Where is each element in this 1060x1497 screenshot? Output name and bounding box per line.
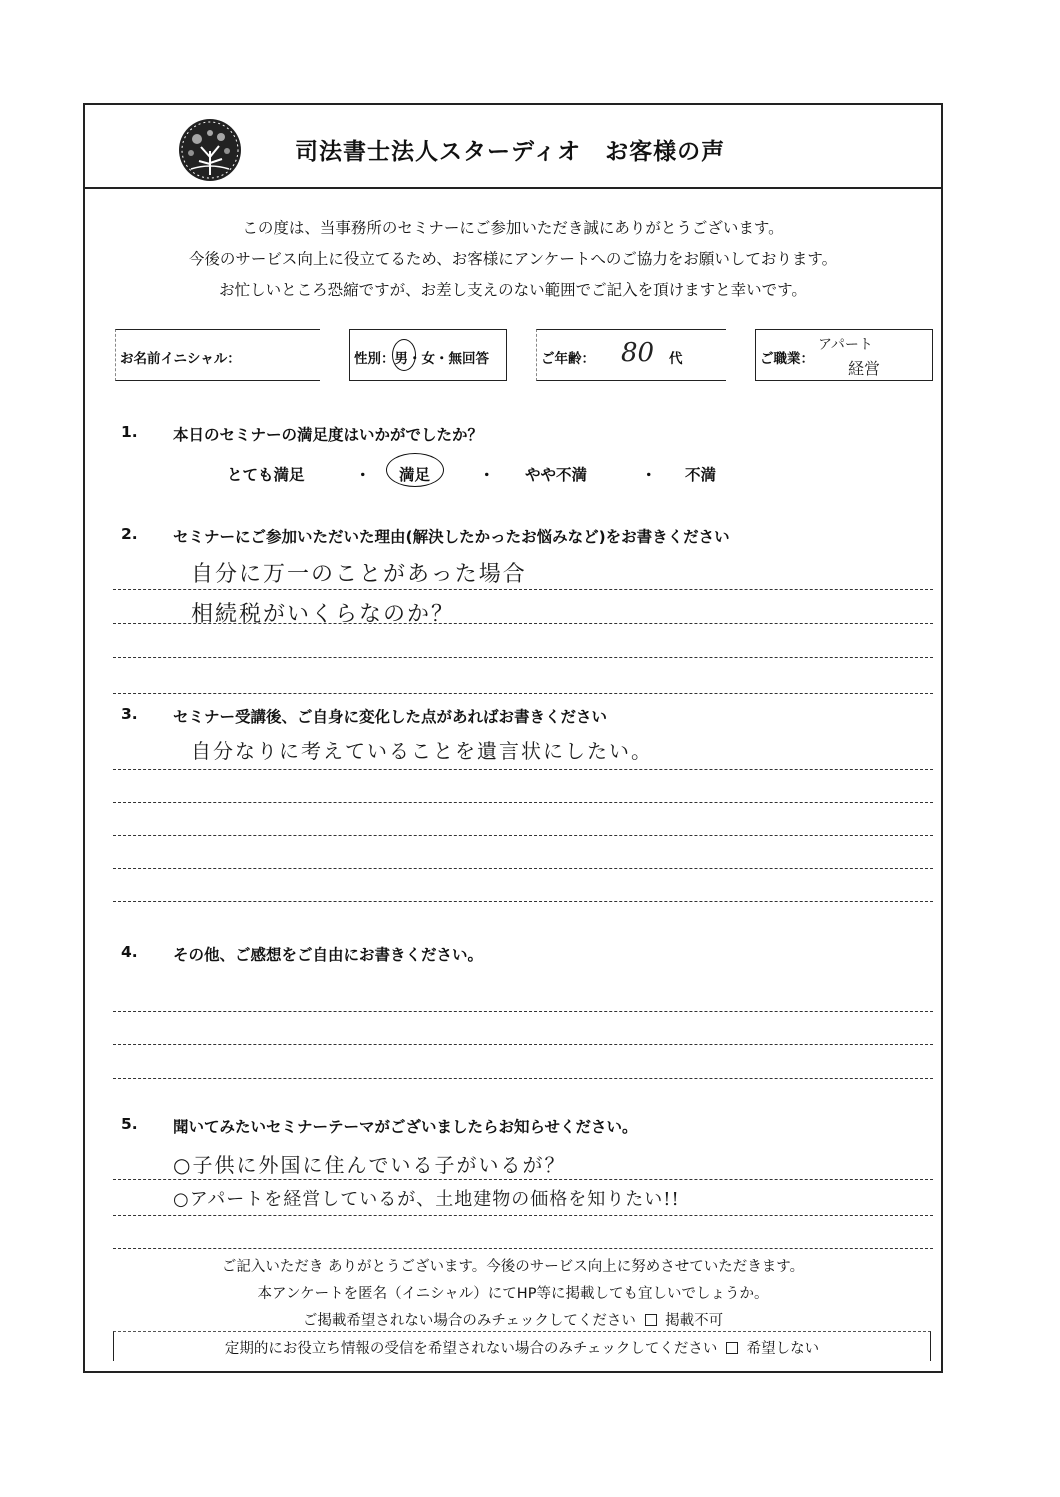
publish-option-label: 掲載不可	[665, 1313, 724, 1329]
newsletter-box	[113, 1331, 931, 1361]
writing-rule	[113, 1011, 933, 1012]
question-5-text: 聞いてみたいセミナーテーマがございましたらお知らせください。	[173, 1118, 638, 1136]
sex-field[interactable]	[349, 329, 507, 381]
writing-rule	[113, 1044, 933, 1045]
writing-rule	[113, 901, 933, 902]
job-value-line1: アパート	[818, 337, 873, 353]
option-satisfied[interactable]: 満足	[399, 466, 431, 484]
writing-rule	[113, 1078, 933, 1079]
option-dissatisfied[interactable]: 不満	[685, 466, 717, 484]
question-number: 5.	[121, 1115, 138, 1133]
footer-thanks: ご記入いただき ありがとうございます。今後のサービス向上に努めさせていただきます。	[221, 1259, 805, 1275]
intro-text	[85, 213, 941, 306]
question-number: 4.	[121, 943, 138, 961]
option-very-satisfied[interactable]: とても満足	[227, 466, 305, 484]
newsletter-check-text: 定期的にお役立ち情報の受信を希望されない場合のみチェックしてください	[224, 1341, 718, 1357]
newsletter-option-label: 希望しない	[746, 1341, 820, 1357]
writing-rule	[113, 1215, 933, 1216]
intro-line: お忙しいところ恐縮ですが、お差し支えのない範囲でご記入を頂けますと幸いです。	[219, 281, 807, 299]
newsletter-checkbox[interactable]	[726, 1342, 738, 1354]
question-number: 3.	[121, 705, 138, 723]
page-title: 司法書士法人スターディオ お客様の声	[295, 139, 726, 165]
job-label: ご職業：	[760, 351, 814, 367]
writing-rule	[113, 868, 933, 869]
satisfaction-selected-circle	[386, 453, 444, 487]
writing-rule	[113, 657, 933, 658]
question-number: 1.	[121, 423, 138, 441]
age-value: 80	[621, 338, 655, 368]
intro-line: 今後のサービス向上に役立てるため、お客様にアンケートへのご協力をお願いしております。	[188, 250, 838, 268]
satisfaction-scale	[85, 463, 941, 493]
writing-rule	[113, 802, 933, 803]
age-unit: 代	[669, 351, 683, 367]
name-label: お名前イニシャル：	[120, 351, 241, 367]
question-1-text: 本日のセミナーの満足度はいかがでしたか？	[173, 426, 484, 444]
option-somewhat-dissatisfied[interactable]: やや不満	[525, 466, 588, 484]
footer-newsletter-row	[114, 1337, 930, 1358]
writing-rule	[113, 769, 933, 770]
footer-publish-question: 本アンケートを匿名（イニシャル）にてHP等に掲載しても宜しいでしょうか。	[257, 1286, 769, 1302]
q5-answer-line: ○アパートを経営しているが、土地建物の価格を知りたい!!	[173, 1189, 680, 1210]
q2-answer-line: 自分に万一のことがあった場合	[191, 562, 527, 587]
survey-sheet	[83, 103, 943, 1373]
age-label: ご年齢：	[541, 351, 595, 367]
job-field[interactable]	[755, 329, 933, 381]
sex-label: 性別：男・女・無回答	[354, 351, 489, 367]
publish-checkbox[interactable]	[645, 1314, 657, 1326]
intro-line: この度は、当事務所のセミナーにご参加いただき誠にありがとうございます。	[242, 219, 784, 237]
question-3-text: セミナー受講後、ご自身に変化した点があればお書きください	[173, 708, 608, 726]
q2-answer-line: 相続税がいくらなのか？	[191, 602, 456, 627]
separator: ・	[479, 466, 495, 484]
separator: ・	[641, 466, 657, 484]
writing-rule	[113, 589, 933, 590]
q5-answer-line: ○子供に外国に住んでいる子がいるが？	[173, 1153, 567, 1177]
writing-rule	[113, 835, 933, 836]
separator: ・	[355, 466, 371, 484]
q3-answer-line: 自分なりに考えていることを遺言状にしたい。	[191, 739, 653, 763]
writing-rule	[113, 693, 933, 694]
sex-selected-circle	[392, 339, 416, 371]
writing-rule	[113, 1179, 933, 1180]
footer-publish-row	[85, 1309, 941, 1330]
writing-rule	[113, 1248, 933, 1249]
question-2-text: セミナーにご参加いただいた理由(解決したかったお悩みなど)をお書きください	[173, 528, 730, 546]
question-4-text: その他、ご感想をご自由にお書きください。	[173, 946, 484, 964]
job-value-line2: 経営	[848, 359, 881, 378]
publish-check-text: ご掲載希望されない場合のみチェックしてください	[302, 1313, 636, 1329]
header	[85, 105, 941, 189]
name-field[interactable]	[115, 329, 320, 381]
tree-logo-icon	[177, 117, 243, 183]
question-number: 2.	[121, 525, 138, 543]
age-field[interactable]	[536, 329, 726, 381]
writing-rule	[113, 623, 933, 624]
